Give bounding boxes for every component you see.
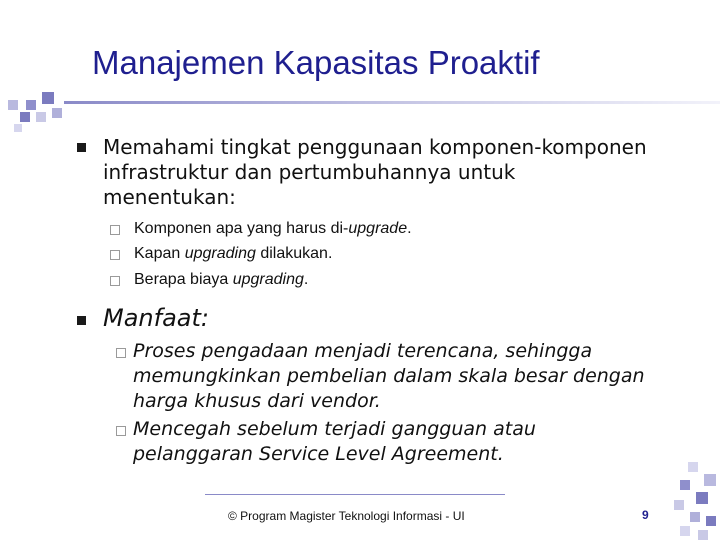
footer-divider bbox=[205, 494, 505, 495]
decorative-corner-squares bbox=[660, 460, 720, 540]
bullet-marker bbox=[77, 316, 86, 325]
decorative-squares bbox=[0, 0, 90, 135]
sub-bullet-text-line: memungkinkan pembelian dalam skala besar dengan bbox=[133, 365, 645, 387]
sub-bullet-text-line: pelanggaran Service Level Agreement. bbox=[133, 443, 504, 465]
page-number: 9 bbox=[642, 508, 649, 522]
bullet-marker bbox=[77, 143, 86, 152]
sub-bullet-text: Kapan upgrading dilakukan. bbox=[134, 245, 333, 262]
sub-bullet-text: Komponen apa yang harus di-upgrade. bbox=[134, 220, 412, 237]
sub-bullet-text-line: Mencegah sebelum terjadi gangguan atau bbox=[133, 418, 536, 440]
sub-bullet-marker bbox=[110, 225, 120, 235]
bullet-heading: Manfaat: bbox=[103, 304, 209, 332]
sub-bullet-marker bbox=[116, 426, 126, 436]
sub-bullet-text: Berapa biaya upgrading. bbox=[134, 271, 309, 288]
sub-bullet-text-line: Proses pengadaan menjadi terencana, sehingga bbox=[133, 340, 593, 362]
bullet-text-line: infrastruktur dan pertumbuhannya untuk bbox=[103, 160, 516, 184]
sub-bullet-marker bbox=[116, 348, 126, 358]
footer-copyright: © Program Magister Teknologi Informasi - UI bbox=[228, 509, 465, 523]
sub-bullet-text-line: harga khusus dari vendor. bbox=[133, 390, 381, 412]
slide-title: Manajemen Kapasitas Proaktif bbox=[92, 44, 540, 81]
bullet-text-line: Memahami tingkat penggunaan komponen-komponen bbox=[103, 135, 647, 159]
bullet-text-line: menentukan: bbox=[103, 185, 236, 209]
title-underline bbox=[64, 101, 720, 104]
sub-bullet-marker bbox=[110, 250, 120, 260]
sub-bullet-marker bbox=[110, 276, 120, 286]
